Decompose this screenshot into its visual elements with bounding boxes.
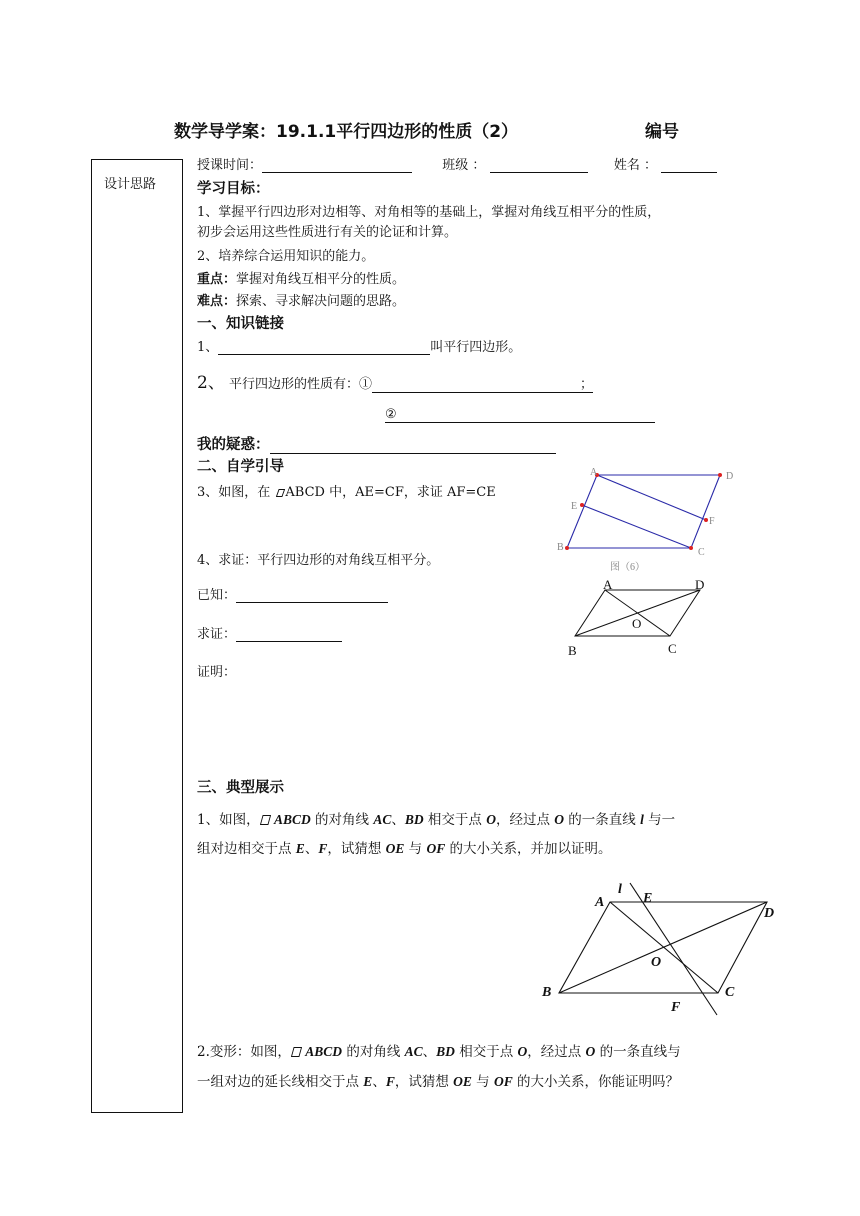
figure-6 xyxy=(550,460,750,580)
fig6-point-c xyxy=(689,546,693,550)
ex2-text: 2.变形：如图， xyxy=(197,1044,291,1060)
fig-abcd-label: A xyxy=(603,577,613,592)
ex2-var: OE xyxy=(453,1074,472,1089)
ex1-text: 、 xyxy=(304,841,319,857)
ex2-text: 相交于点 xyxy=(454,1044,518,1060)
ex2-var: AC xyxy=(404,1044,423,1059)
example2-line1 xyxy=(197,1040,681,1060)
q2-text: 平行四边形的性质有：① xyxy=(228,377,372,392)
time-label: 授课时间： xyxy=(197,158,263,173)
goal-item-1a: 1、掌握平行四边形对边相等、对角相等的基础上，掌握对角线互相平分的性质， xyxy=(197,205,661,220)
section1-heading: 一、知识链接 xyxy=(197,316,284,332)
fig-abcd-label: B xyxy=(568,643,577,658)
goal-item-2: 2、培养综合运用知识的能力。 xyxy=(197,249,375,264)
q1 xyxy=(197,336,521,355)
name-label: 姓名 ： xyxy=(613,158,657,173)
section3-heading: 三、典型展示 xyxy=(197,780,284,796)
ex1-var: F xyxy=(318,841,328,856)
ex1-text: 组对边相交于点 xyxy=(197,841,296,857)
q1-field[interactable] xyxy=(218,341,430,355)
ex1-text: 与 xyxy=(404,841,427,857)
class-field[interactable] xyxy=(490,159,588,173)
fig-abcd-label: D xyxy=(695,577,705,592)
q2-semicolon: ； xyxy=(579,377,593,392)
fig6-label: F xyxy=(709,516,715,527)
ex1-var: E xyxy=(295,841,305,856)
ex2-text: 、 xyxy=(372,1074,386,1090)
q2-line2 xyxy=(385,407,655,423)
fig6-label: D xyxy=(726,471,734,482)
doubt-field[interactable] xyxy=(270,439,556,455)
ex1-text: ，经过点 xyxy=(495,812,555,828)
fig-abcd-label: O xyxy=(632,616,642,631)
fig6-label: C xyxy=(698,547,705,558)
q2-field-1[interactable] xyxy=(372,379,580,393)
ex2-text: 、 xyxy=(422,1044,437,1060)
ex2-var: OF xyxy=(493,1074,513,1089)
ex1-text: 的对角线 xyxy=(310,812,374,828)
q2 xyxy=(197,368,593,393)
fig-ex1-diagonal-bd xyxy=(559,902,767,993)
known-label: 已知： xyxy=(197,588,237,603)
fig-ex1-label: B xyxy=(542,985,552,1000)
fig6-label: B xyxy=(557,542,564,553)
goal-item-1b: 初步会运用这些性质进行有关的论证和计算。 xyxy=(197,225,458,240)
q3 xyxy=(197,481,496,500)
prove-row xyxy=(197,623,342,642)
fig6-label: E xyxy=(571,501,578,512)
sidebar-label: 设计思路 xyxy=(104,177,157,192)
ex1-var: l xyxy=(640,812,644,827)
section2-heading: 二、自学引导 xyxy=(197,459,284,475)
q2-field-2[interactable] xyxy=(397,409,655,423)
ex2-text: 一组对边的延长线相交于点 xyxy=(197,1074,364,1090)
ex2-var: O xyxy=(517,1044,528,1059)
name-field[interactable] xyxy=(661,159,717,173)
ex2-var: BD xyxy=(436,1044,455,1059)
ex2-text: 的对角线 xyxy=(342,1044,405,1060)
fig6-point-e xyxy=(580,503,584,507)
doubt-row xyxy=(197,433,556,454)
ex1-text: 与一 xyxy=(643,812,676,828)
q3-prefix: 3、如图，在 xyxy=(197,485,271,500)
q2-circle2: ② xyxy=(385,407,397,422)
fig-ex1-label: E xyxy=(643,891,653,906)
q1-suffix: 叫平行四边形。 xyxy=(430,340,522,355)
fig-ex1-label: A xyxy=(595,895,605,910)
fig-ex1-label: C xyxy=(725,985,735,1000)
ex2-text: ，经过点 xyxy=(527,1044,586,1060)
fig6-segment-af xyxy=(597,475,706,520)
ex1-text: 相交于点 xyxy=(423,812,487,828)
fig6-parallelogram xyxy=(567,475,720,548)
ex1-var: BD xyxy=(404,812,424,827)
hard-label: 难点： xyxy=(197,294,237,309)
figure-example1 xyxy=(535,875,785,1025)
fig-ex1-label: F xyxy=(671,1000,681,1015)
fig6-point-f xyxy=(704,518,708,522)
doubt-label: 我的疑惑： xyxy=(197,437,270,453)
ex2-var: O xyxy=(585,1044,596,1059)
class-label: 班级 ： xyxy=(442,158,486,173)
goals-heading: 学习目标： xyxy=(197,181,270,197)
q1-prefix: 1、 xyxy=(197,340,219,355)
hard-point xyxy=(197,290,405,309)
ex1-var: O xyxy=(554,812,564,827)
hard-text: 探索、寻求解决问题的思路。 xyxy=(236,294,406,309)
known-row xyxy=(197,584,388,603)
ex2-text: 的大小关系，你能证明吗？ xyxy=(512,1074,680,1090)
ex1-text: 1、如图， xyxy=(197,812,260,828)
fig6-point-b xyxy=(565,546,569,550)
example1-line2 xyxy=(197,837,612,857)
fig6-label: A xyxy=(590,467,598,478)
ex1-var: O xyxy=(486,812,496,827)
ex1-text: 、 xyxy=(391,812,405,828)
fig6-segment-ec xyxy=(582,505,691,548)
code-label: 编号 xyxy=(645,122,679,142)
known-field[interactable] xyxy=(236,589,388,603)
page-title: 数学导学案：19.1.1平行四边形的性质（2） xyxy=(174,122,519,142)
ex2-var: E xyxy=(363,1074,373,1089)
parallelogram-icon xyxy=(260,813,271,823)
sidebar-box xyxy=(91,159,183,1113)
ex1-var: OE xyxy=(385,841,405,856)
ex1-var: ABCD xyxy=(270,812,311,827)
figure-diagonals xyxy=(560,575,720,660)
fig6-caption: 图（6） xyxy=(610,562,645,573)
q3-text: ABCD 中，AE=CF，求证 AF=CE xyxy=(285,485,496,500)
fig-abcd-label: C xyxy=(668,641,677,656)
ex1-text: 的一条直线 xyxy=(564,812,641,828)
proof-label: 证明： xyxy=(197,665,237,680)
ex2-var: F xyxy=(385,1074,395,1089)
fig-ex1-label: D xyxy=(764,906,775,921)
ex2-text: 的一条直线与 xyxy=(595,1044,681,1060)
parallelogram-icon xyxy=(291,1045,302,1055)
q2-num: 2、 xyxy=(197,373,225,393)
time-field[interactable] xyxy=(262,159,412,173)
fig6-point-d xyxy=(718,473,722,477)
ex1-var: OF xyxy=(426,841,446,856)
ex2-text: ，试猜想 xyxy=(394,1074,454,1090)
fig-ex1-label: O xyxy=(651,955,662,970)
key-label: 重点： xyxy=(197,272,237,287)
ex1-text: ，试猜想 xyxy=(327,841,386,857)
key-text: 掌握对角线互相平分的性质。 xyxy=(236,272,406,287)
example1-line1 xyxy=(197,808,675,828)
key-point xyxy=(197,268,405,287)
example2-line2 xyxy=(197,1070,679,1090)
ex1-text: 的大小关系，并加以证明。 xyxy=(445,841,612,857)
ex2-var: ABCD xyxy=(301,1044,343,1059)
q4: 4、求证：平行四边形的对角线互相平分。 xyxy=(197,553,440,568)
fig-ex1-label: l xyxy=(618,882,622,897)
prove-field[interactable] xyxy=(236,628,342,642)
ex2-text: 与 xyxy=(471,1074,494,1090)
info-line xyxy=(197,154,717,173)
prove-label: 求证： xyxy=(197,627,237,642)
ex1-var: AC xyxy=(373,812,392,827)
